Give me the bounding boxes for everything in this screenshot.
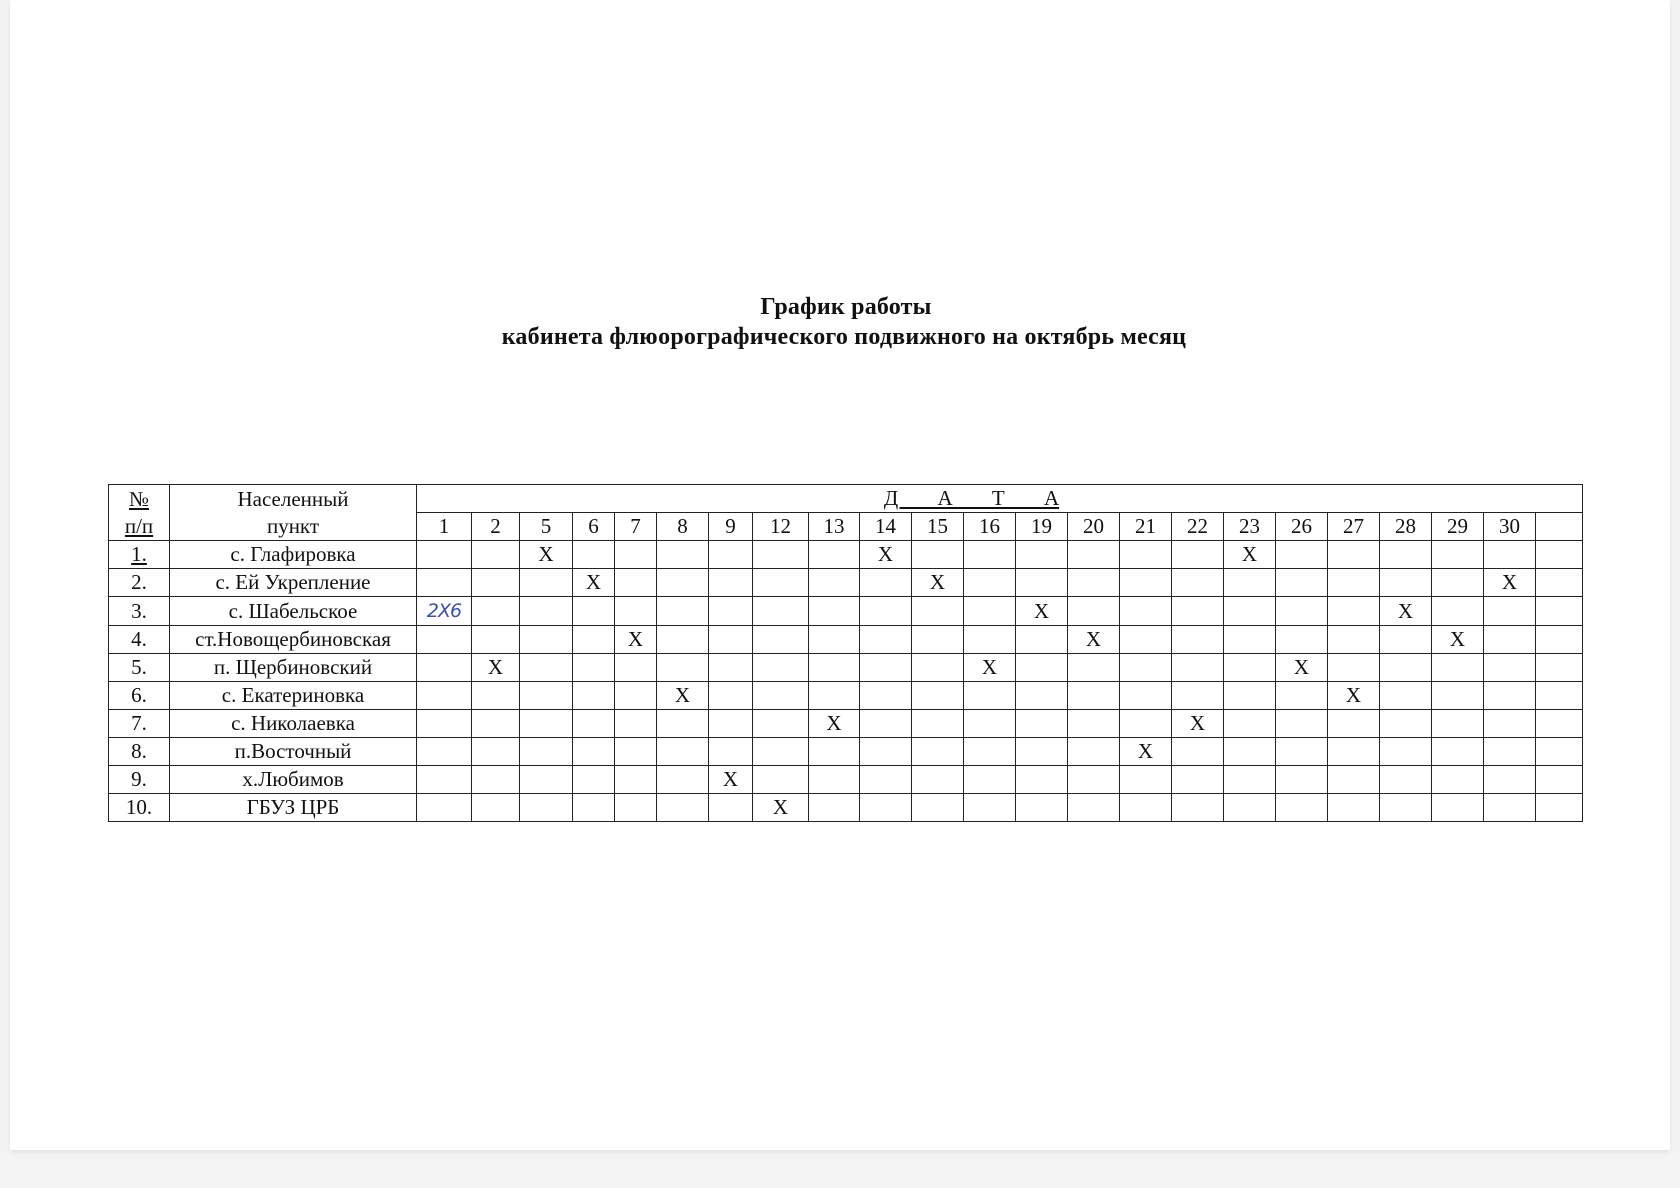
schedule-cell: [809, 794, 860, 822]
row-place: п.Восточный: [170, 738, 417, 766]
table-row: [109, 794, 1583, 822]
schedule-mark: Х: [809, 710, 860, 738]
schedule-cell: [520, 597, 573, 626]
schedule-cell: [860, 654, 912, 682]
schedule-cell: [1172, 569, 1224, 597]
schedule-cell: [1328, 794, 1380, 822]
date-cell: 22: [1172, 513, 1224, 541]
row-number: 6.: [109, 682, 170, 710]
schedule-cell: [1172, 766, 1224, 794]
schedule-cell: [417, 794, 472, 822]
schedule-cell: [573, 682, 615, 710]
schedule-cell: [753, 541, 809, 569]
schedule-mark: Х: [1432, 626, 1484, 654]
schedule-table: [108, 484, 1583, 822]
schedule-cell: [860, 766, 912, 794]
date-cell: 20: [1068, 513, 1120, 541]
schedule-cell: [657, 541, 709, 569]
schedule-cell: [520, 710, 573, 738]
schedule-cell: [709, 738, 753, 766]
row-place: с. Екатериновка: [170, 682, 417, 710]
schedule-cell: [1016, 682, 1068, 710]
date-cell: 5: [520, 513, 573, 541]
schedule-cell: [912, 626, 964, 654]
schedule-cell: [1380, 541, 1432, 569]
schedule-cell: [809, 682, 860, 710]
schedule-cell: [709, 682, 753, 710]
schedule-cell: [1172, 597, 1224, 626]
schedule-cell: [657, 626, 709, 654]
date-cell: 15: [912, 513, 964, 541]
schedule-cell: [1016, 710, 1068, 738]
schedule-cell: [753, 626, 809, 654]
schedule-mark: Х: [1224, 541, 1276, 569]
schedule-cell: [657, 710, 709, 738]
schedule-cell: [1276, 710, 1328, 738]
date-cell: 16: [964, 513, 1016, 541]
schedule-mark: Х: [912, 569, 964, 597]
schedule-cell: [1328, 710, 1380, 738]
row-number: 8.: [109, 738, 170, 766]
schedule-cell: [1380, 738, 1432, 766]
schedule-cell: [417, 569, 472, 597]
row-number: 5.: [109, 654, 170, 682]
schedule-cell: [1380, 654, 1432, 682]
schedule-cell: [1120, 654, 1172, 682]
schedule-cell: [1432, 541, 1484, 569]
schedule-cell: [964, 569, 1016, 597]
schedule-cell: [615, 794, 657, 822]
schedule-cell: [753, 710, 809, 738]
schedule-cell: [1172, 541, 1224, 569]
schedule-cell: [753, 654, 809, 682]
schedule-cell: [1276, 626, 1328, 654]
date-cell: 2: [472, 513, 520, 541]
header-number: [109, 485, 170, 541]
schedule-cell: [709, 597, 753, 626]
schedule-cell: [573, 626, 615, 654]
schedule-cell: [472, 541, 520, 569]
schedule-cell: [753, 597, 809, 626]
row-number: 7.: [109, 710, 170, 738]
schedule-cell: [1172, 738, 1224, 766]
schedule-cell: [1276, 738, 1328, 766]
schedule-cell: [472, 569, 520, 597]
schedule-cell: [1016, 794, 1068, 822]
schedule-cell: [615, 766, 657, 794]
schedule-cell: [1276, 569, 1328, 597]
schedule-cell: [472, 766, 520, 794]
date-cell: 27: [1328, 513, 1380, 541]
row-number: 2.: [109, 569, 170, 597]
schedule-cell: [753, 766, 809, 794]
schedule-cell: [1432, 710, 1484, 738]
schedule-mark: Х: [657, 682, 709, 710]
date-cell: 9: [709, 513, 753, 541]
schedule-cell: [912, 766, 964, 794]
schedule-cell: [1484, 541, 1536, 569]
schedule-cell: [573, 597, 615, 626]
schedule-cell: [1432, 766, 1484, 794]
schedule-cell: [615, 682, 657, 710]
schedule-cell: [1536, 626, 1583, 654]
schedule-cell: [1068, 541, 1120, 569]
schedule-cell: [1432, 794, 1484, 822]
schedule-cell: [1068, 682, 1120, 710]
date-cell: 8: [657, 513, 709, 541]
table-row: [109, 710, 1583, 738]
schedule-cell: [809, 626, 860, 654]
handwritten-text: 2Х6: [426, 600, 462, 622]
schedule-cell: [657, 794, 709, 822]
schedule-cell: [912, 541, 964, 569]
row-number: 10.: [109, 794, 170, 822]
schedule-cell: [809, 654, 860, 682]
schedule-cell: [912, 738, 964, 766]
schedule-cell: [1068, 569, 1120, 597]
schedule-cell: [1328, 541, 1380, 569]
schedule-cell: [1120, 541, 1172, 569]
date-cell: 19: [1016, 513, 1068, 541]
schedule-cell: [1536, 794, 1583, 822]
schedule-cell: [657, 654, 709, 682]
schedule-cell: [1120, 794, 1172, 822]
schedule-cell: [1328, 766, 1380, 794]
schedule-cell: [912, 794, 964, 822]
schedule-cell: [1120, 766, 1172, 794]
schedule-cell: [472, 597, 520, 626]
schedule-cell: [1432, 682, 1484, 710]
schedule-cell: [1328, 738, 1380, 766]
schedule-mark: Х: [573, 569, 615, 597]
schedule-cell: [1484, 597, 1536, 626]
schedule-cell: [615, 541, 657, 569]
schedule-cell: [615, 710, 657, 738]
schedule-cell: [964, 738, 1016, 766]
header-place-line: пункт: [266, 513, 320, 538]
schedule-cell: [1432, 654, 1484, 682]
schedule-cell: [573, 794, 615, 822]
handwritten-note: [417, 597, 472, 626]
schedule-cell: [615, 738, 657, 766]
schedule-mark: Х: [1172, 710, 1224, 738]
row-place: ст.Новощербиновская: [170, 626, 417, 654]
schedule-cell: [860, 682, 912, 710]
date-cell: [1536, 513, 1583, 541]
schedule-cell: [657, 597, 709, 626]
schedule-mark: Х: [964, 654, 1016, 682]
header-row: [109, 485, 1583, 513]
row-place: ГБУЗ ЦРБ: [170, 794, 417, 822]
schedule-cell: [1068, 794, 1120, 822]
schedule-cell: [1120, 626, 1172, 654]
date-cell: 6: [573, 513, 615, 541]
schedule-cell: [1120, 569, 1172, 597]
schedule-cell: [573, 738, 615, 766]
schedule-cell: [520, 654, 573, 682]
row-number: 9.: [109, 766, 170, 794]
schedule-cell: [964, 626, 1016, 654]
date-cell: 21: [1120, 513, 1172, 541]
schedule-cell: [1432, 569, 1484, 597]
title-line-2: кабинета флюорографического подвижного на октябрь месяц: [501, 324, 1187, 350]
row-number: 4.: [109, 626, 170, 654]
table-row: [109, 541, 1583, 569]
schedule-cell: [1120, 710, 1172, 738]
schedule-cell: [1120, 597, 1172, 626]
header-date-label: Д А Т А: [883, 486, 1060, 510]
schedule-cell: [1328, 569, 1380, 597]
schedule-cell: [520, 569, 573, 597]
row-place: с. Ей Укрепление: [170, 569, 417, 597]
date-cell: 30: [1484, 513, 1536, 541]
schedule-cell: [1536, 569, 1583, 597]
schedule-cell: [417, 654, 472, 682]
schedule-cell: [860, 794, 912, 822]
schedule-mark: Х: [520, 541, 573, 569]
schedule-cell: [1536, 541, 1583, 569]
row-place: с. Глафировка: [170, 541, 417, 569]
schedule-cell: [860, 710, 912, 738]
table-row: [109, 682, 1583, 710]
schedule-cell: [1068, 654, 1120, 682]
schedule-cell: [1484, 626, 1536, 654]
schedule-mark: Х: [472, 654, 520, 682]
schedule-cell: [1068, 766, 1120, 794]
schedule-cell: [912, 654, 964, 682]
schedule-cell: [1224, 626, 1276, 654]
schedule-cell: [1016, 569, 1068, 597]
schedule-cell: [472, 794, 520, 822]
schedule-cell: [1224, 794, 1276, 822]
schedule-cell: [1536, 654, 1583, 682]
schedule-cell: [1172, 682, 1224, 710]
schedule-cell: [417, 682, 472, 710]
schedule-cell: [657, 766, 709, 794]
schedule-cell: [1380, 682, 1432, 710]
row-number: 1.: [109, 541, 170, 569]
schedule-cell: [573, 710, 615, 738]
schedule-cell: [1536, 766, 1583, 794]
schedule-cell: [1380, 794, 1432, 822]
row-place: х.Любимов: [170, 766, 417, 794]
schedule-mark: Х: [1068, 626, 1120, 654]
schedule-cell: [1224, 682, 1276, 710]
date-cell: 26: [1276, 513, 1328, 541]
schedule-cell: [860, 626, 912, 654]
date-cell: 28: [1380, 513, 1432, 541]
schedule-cell: [1432, 597, 1484, 626]
schedule-cell: [1276, 682, 1328, 710]
schedule-cell: [657, 738, 709, 766]
schedule-cell: [809, 569, 860, 597]
schedule-cell: [1120, 682, 1172, 710]
schedule-mark: Х: [1484, 569, 1536, 597]
schedule-cell: [1432, 738, 1484, 766]
schedule-cell: [809, 597, 860, 626]
schedule-cell: [657, 569, 709, 597]
schedule-cell: [1276, 766, 1328, 794]
schedule-cell: [1172, 794, 1224, 822]
schedule-cell: [520, 682, 573, 710]
schedule-mark: Х: [860, 541, 912, 569]
schedule-cell: [1536, 682, 1583, 710]
table-row: [109, 597, 1583, 626]
header-place-line: Населенный: [237, 486, 349, 511]
schedule-cell: [964, 541, 1016, 569]
header-number-line: п/п: [124, 513, 154, 538]
schedule-cell: [912, 710, 964, 738]
schedule-cell: [1380, 766, 1432, 794]
schedule-mark: Х: [1276, 654, 1328, 682]
row-number: 3.: [109, 597, 170, 626]
schedule-cell: [860, 569, 912, 597]
schedule-cell: [1536, 597, 1583, 626]
schedule-cell: [1172, 626, 1224, 654]
schedule-cell: [809, 766, 860, 794]
schedule-cell: [472, 710, 520, 738]
schedule-cell: [1016, 738, 1068, 766]
schedule-cell: [753, 738, 809, 766]
schedule-cell: [417, 738, 472, 766]
schedule-cell: [1380, 569, 1432, 597]
schedule-cell: [709, 569, 753, 597]
schedule-cell: [1172, 654, 1224, 682]
schedule-cell: [417, 710, 472, 738]
schedule-cell: [520, 626, 573, 654]
schedule-mark: Х: [709, 766, 753, 794]
schedule-cell: [1536, 738, 1583, 766]
schedule-cell: [1224, 766, 1276, 794]
schedule-cell: [1016, 766, 1068, 794]
schedule-cell: [709, 710, 753, 738]
schedule-cell: [615, 597, 657, 626]
schedule-cell: [417, 541, 472, 569]
schedule-cell: [472, 626, 520, 654]
schedule-cell: [1068, 710, 1120, 738]
schedule-cell: [1380, 710, 1432, 738]
schedule-cell: [615, 654, 657, 682]
schedule-cell: [1484, 682, 1536, 710]
schedule-cell: [964, 794, 1016, 822]
schedule-cell: [1276, 541, 1328, 569]
schedule-cell: [964, 710, 1016, 738]
schedule-cell: [1484, 654, 1536, 682]
schedule-cell: [964, 597, 1016, 626]
schedule-mark: Х: [615, 626, 657, 654]
schedule-cell: [964, 766, 1016, 794]
date-cell: 23: [1224, 513, 1276, 541]
schedule-cell: [1484, 766, 1536, 794]
schedule-cell: [520, 738, 573, 766]
header-number-line: №: [128, 486, 150, 511]
schedule-cell: [1224, 654, 1276, 682]
schedule-cell: [1276, 794, 1328, 822]
schedule-cell: [709, 654, 753, 682]
schedule-cell: [1016, 626, 1068, 654]
schedule-cell: [573, 654, 615, 682]
schedule-cell: [1484, 710, 1536, 738]
table-row: [109, 738, 1583, 766]
schedule-cell: [520, 766, 573, 794]
schedule-mark: Х: [1016, 597, 1068, 626]
schedule-cell: [417, 626, 472, 654]
schedule-cell: [809, 541, 860, 569]
schedule-cell: [520, 794, 573, 822]
schedule-cell: [1380, 626, 1432, 654]
schedule-cell: [1224, 738, 1276, 766]
date-cell: 14: [860, 513, 912, 541]
schedule-mark: Х: [753, 794, 809, 822]
document-title: [0, 292, 1680, 352]
schedule-cell: [912, 597, 964, 626]
schedule-cell: [709, 626, 753, 654]
schedule-cell: [1328, 654, 1380, 682]
schedule-cell: [1328, 597, 1380, 626]
schedule-cell: [1328, 626, 1380, 654]
schedule-mark: Х: [1328, 682, 1380, 710]
table-row: [109, 766, 1583, 794]
schedule-cell: [417, 766, 472, 794]
table-row: [109, 569, 1583, 597]
schedule-cell: [573, 766, 615, 794]
date-cell: 7: [615, 513, 657, 541]
schedule-cell: [1276, 597, 1328, 626]
schedule-cell: [472, 738, 520, 766]
date-cell: 29: [1432, 513, 1484, 541]
schedule-cell: [1224, 710, 1276, 738]
schedule-mark: Х: [1380, 597, 1432, 626]
schedule-cell: [753, 569, 809, 597]
schedule-cell: [964, 682, 1016, 710]
header-place: [170, 485, 417, 541]
schedule-cell: [1224, 597, 1276, 626]
table-row: [109, 626, 1583, 654]
table-row: [109, 654, 1583, 682]
header-date: [417, 485, 1583, 513]
schedule-cell: [573, 541, 615, 569]
title-line-1: График работы: [760, 294, 932, 320]
row-place: с. Николаевка: [170, 710, 417, 738]
schedule-cell: [912, 682, 964, 710]
schedule-cell: [1484, 738, 1536, 766]
schedule-mark: Х: [1120, 738, 1172, 766]
date-cell: 1: [417, 513, 472, 541]
schedule-cell: [753, 682, 809, 710]
date-cell: 13: [809, 513, 860, 541]
schedule-cell: [809, 738, 860, 766]
schedule-cell: [1016, 654, 1068, 682]
row-place: с. Шабельское: [170, 597, 417, 626]
schedule-cell: [615, 569, 657, 597]
schedule-cell: [860, 738, 912, 766]
schedule-cell: [1068, 738, 1120, 766]
schedule-cell: [1068, 597, 1120, 626]
schedule-cell: [1016, 541, 1068, 569]
schedule-cell: [860, 597, 912, 626]
row-place: п. Щербиновский: [170, 654, 417, 682]
schedule-cell: [709, 541, 753, 569]
schedule-cell: [1536, 710, 1583, 738]
date-cell: 12: [753, 513, 809, 541]
schedule-cell: [1224, 569, 1276, 597]
schedule-cell: [1484, 794, 1536, 822]
schedule-cell: [709, 794, 753, 822]
schedule-cell: [472, 682, 520, 710]
